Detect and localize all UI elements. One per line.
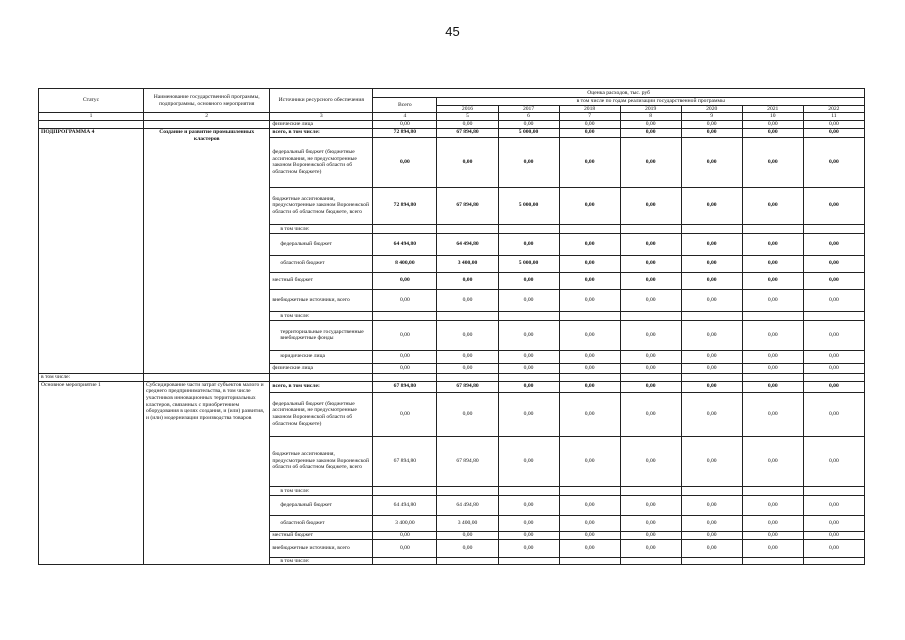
header-source: Источники ресурсного обеспечения	[270, 89, 373, 113]
value-cell: 0,00	[742, 289, 803, 311]
value-cell: 0,00	[559, 320, 620, 350]
name-cell: Субсидирование части затрат субъектов малого и среднего предпринимательства, в том числе участников инновационных территориальных кластеров, связанных с приобретением оборудования в целях создания, и (или) развития, и (или) модернизации производства товаров	[143, 381, 269, 565]
value-cell: 0,00	[437, 121, 498, 129]
value-cell: 0,00	[681, 121, 742, 129]
value-cell	[437, 557, 498, 565]
value-cell: 67 894,80	[373, 381, 437, 392]
value-cell: 0,00	[803, 539, 864, 557]
value-cell: 0,00	[803, 392, 864, 436]
value-cell: 67 894,80	[437, 436, 498, 486]
source-cell: областной бюджет	[270, 255, 373, 272]
header-name: Наименование государственной программы, подпрограммы, основного мероприятия	[143, 89, 269, 113]
value-cell: 0,00	[803, 531, 864, 539]
source-cell: в том числе:	[270, 311, 373, 320]
value-cell: 0,00	[498, 272, 559, 289]
value-cell	[559, 486, 620, 495]
value-cell	[620, 311, 681, 320]
value-cell: 0,00	[373, 392, 437, 436]
value-cell: 0,00	[742, 436, 803, 486]
name-cell	[143, 121, 269, 129]
value-cell: 5 000,00	[498, 187, 559, 224]
value-cell: 0,00	[498, 495, 559, 515]
value-cell	[742, 224, 803, 233]
value-cell: 0,00	[373, 350, 437, 363]
value-cell: 0,00	[620, 350, 681, 363]
value-cell: 0,00	[498, 381, 559, 392]
column-number: 11	[803, 113, 864, 121]
value-cell	[559, 224, 620, 233]
value-cell: 0,00	[437, 531, 498, 539]
value-cell	[620, 486, 681, 495]
value-cell: 72 894,80	[373, 187, 437, 224]
status-cell: Основное мероприятие 1	[39, 381, 144, 565]
value-cell: 0,00	[742, 255, 803, 272]
source-cell: физические лица	[270, 363, 373, 373]
empty-cell	[437, 373, 498, 381]
value-cell: 72 894,80	[373, 128, 437, 137]
value-cell: 0,00	[803, 350, 864, 363]
source-cell: бюджетные ассигнования, предусмотренные законом Воронежской области об областном бюджете, всего	[270, 187, 373, 224]
value-cell: 0,00	[742, 272, 803, 289]
value-cell: 0,00	[498, 320, 559, 350]
value-cell: 0,00	[742, 515, 803, 531]
value-cell: 0,00	[681, 320, 742, 350]
table-body	[39, 89, 865, 565]
empty-cell	[143, 373, 269, 381]
value-cell	[742, 486, 803, 495]
value-cell: 0,00	[559, 531, 620, 539]
value-cell: 5 000,00	[498, 128, 559, 137]
value-cell: 0,00	[498, 531, 559, 539]
value-cell	[437, 311, 498, 320]
value-cell: 0,00	[742, 320, 803, 350]
value-cell	[373, 311, 437, 320]
value-cell	[803, 311, 864, 320]
source-cell: местный бюджет	[270, 272, 373, 289]
column-number: 9	[681, 113, 742, 121]
value-cell: 0,00	[559, 363, 620, 373]
value-cell: 0,00	[742, 363, 803, 373]
value-cell: 0,00	[742, 539, 803, 557]
value-cell	[373, 557, 437, 565]
value-cell: 67 894,80	[373, 436, 437, 486]
value-cell: 0,00	[559, 539, 620, 557]
header-by-years: в том числе по годам реализации государственной программы	[437, 98, 865, 106]
value-cell: 0,00	[437, 350, 498, 363]
status-cell	[39, 121, 144, 129]
column-number: 2	[143, 113, 269, 121]
value-cell: 0,00	[559, 436, 620, 486]
value-cell: 0,00	[681, 272, 742, 289]
empty-cell	[803, 373, 864, 381]
value-cell: 0,00	[373, 539, 437, 557]
empty-cell	[498, 373, 559, 381]
source-cell: федеральный бюджет	[270, 495, 373, 515]
column-number: 5	[437, 113, 498, 121]
year-header: 2016	[437, 105, 498, 113]
value-cell: 0,00	[681, 137, 742, 187]
value-cell: 0,00	[498, 363, 559, 373]
value-cell	[742, 311, 803, 320]
value-cell: 0,00	[559, 381, 620, 392]
value-cell: 0,00	[803, 233, 864, 255]
value-cell	[620, 224, 681, 233]
value-cell	[681, 486, 742, 495]
status-cell: в том числе:	[39, 373, 144, 381]
value-cell: 0,00	[803, 289, 864, 311]
value-cell: 0,00	[498, 137, 559, 187]
year-header: 2020	[681, 105, 742, 113]
value-cell: 0,00	[681, 392, 742, 436]
value-cell: 0,00	[681, 381, 742, 392]
value-cell: 0,00	[803, 187, 864, 224]
source-cell: в том числе:	[270, 486, 373, 495]
value-cell: 0,00	[803, 272, 864, 289]
value-cell: 0,00	[559, 121, 620, 129]
source-cell: внебюджетные источники, всего	[270, 539, 373, 557]
year-header: 2021	[742, 105, 803, 113]
value-cell	[620, 557, 681, 565]
value-cell: 0,00	[559, 495, 620, 515]
value-cell: 0,00	[681, 128, 742, 137]
value-cell: 0,00	[437, 272, 498, 289]
header-total: Всего	[373, 98, 437, 113]
value-cell: 0,00	[620, 320, 681, 350]
source-cell: всего, в том числе:	[270, 128, 373, 137]
value-cell: 0,00	[803, 121, 864, 129]
value-cell: 0,00	[373, 320, 437, 350]
value-cell: 0,00	[373, 121, 437, 129]
value-cell: 0,00	[620, 137, 681, 187]
source-cell: территориальные государственные внебюджетные фонды	[270, 320, 373, 350]
value-cell	[681, 311, 742, 320]
value-cell: 67 894,80	[437, 381, 498, 392]
value-cell: 0,00	[620, 515, 681, 531]
value-cell: 0,00	[620, 392, 681, 436]
value-cell: 0,00	[437, 363, 498, 373]
source-cell: бюджетные ассигнования, предусмотренные законом Воронежской области об областном бюджете, всего	[270, 436, 373, 486]
value-cell: 0,00	[559, 233, 620, 255]
value-cell: 0,00	[437, 289, 498, 311]
value-cell: 0,00	[373, 289, 437, 311]
source-cell: в том числе:	[270, 224, 373, 233]
value-cell: 0,00	[681, 436, 742, 486]
value-cell	[373, 486, 437, 495]
value-cell: 3 400,00	[373, 515, 437, 531]
value-cell: 0,00	[742, 350, 803, 363]
year-header: 2019	[620, 105, 681, 113]
value-cell	[498, 311, 559, 320]
source-cell: местный бюджет	[270, 531, 373, 539]
value-cell	[681, 224, 742, 233]
value-cell: 3 400,00	[437, 255, 498, 272]
year-header: 2018	[559, 105, 620, 113]
value-cell: 0,00	[803, 515, 864, 531]
value-cell: 0,00	[498, 539, 559, 557]
value-cell	[498, 224, 559, 233]
value-cell: 0,00	[803, 381, 864, 392]
column-number: 7	[559, 113, 620, 121]
value-cell: 0,00	[559, 515, 620, 531]
table-row	[39, 373, 865, 381]
page-number: 45	[445, 24, 460, 39]
value-cell: 0,00	[803, 137, 864, 187]
value-cell	[803, 557, 864, 565]
value-cell: 5 000,00	[498, 255, 559, 272]
value-cell: 0,00	[437, 320, 498, 350]
empty-cell	[373, 373, 437, 381]
value-cell: 0,00	[437, 392, 498, 436]
value-cell: 0,00	[620, 289, 681, 311]
source-cell: в том числе:	[270, 557, 373, 565]
value-cell: 0,00	[498, 350, 559, 363]
year-header: 2017	[498, 105, 559, 113]
value-cell: 67 894,80	[437, 128, 498, 137]
value-cell	[681, 557, 742, 565]
value-cell: 0,00	[803, 128, 864, 137]
name-cell: Создание и развитие промышленных кластеров	[143, 128, 269, 373]
value-cell: 0,00	[373, 272, 437, 289]
header-numbers-row	[39, 113, 865, 121]
value-cell: 0,00	[681, 495, 742, 515]
value-cell: 3 400,00	[437, 515, 498, 531]
value-cell: 0,00	[498, 392, 559, 436]
value-cell	[803, 486, 864, 495]
value-cell: 0,00	[559, 350, 620, 363]
value-cell: 0,00	[498, 289, 559, 311]
value-cell: 0,00	[681, 233, 742, 255]
column-number: 4	[373, 113, 437, 121]
empty-cell	[742, 373, 803, 381]
source-cell: физические лица	[270, 121, 373, 129]
value-cell: 0,00	[620, 436, 681, 486]
value-cell: 0,00	[681, 539, 742, 557]
source-cell: федеральный бюджет (бюджетные ассигнования, не предусмотренные законом Воронежской области об областном бюджете)	[270, 392, 373, 436]
value-cell: 0,00	[498, 436, 559, 486]
table-row	[39, 128, 865, 137]
value-cell: 0,00	[620, 128, 681, 137]
table-row	[39, 381, 865, 392]
value-cell: 0,00	[498, 121, 559, 129]
value-cell: 0,00	[620, 272, 681, 289]
value-cell: 0,00	[742, 531, 803, 539]
value-cell: 0,00	[620, 495, 681, 515]
value-cell: 0,00	[742, 392, 803, 436]
value-cell: 0,00	[559, 289, 620, 311]
column-number: 3	[270, 113, 373, 121]
value-cell: 0,00	[803, 436, 864, 486]
value-cell	[559, 311, 620, 320]
value-cell: 0,00	[620, 531, 681, 539]
year-header: 2022	[803, 105, 864, 113]
value-cell: 0,00	[681, 187, 742, 224]
empty-cell	[681, 373, 742, 381]
column-number: 1	[39, 113, 144, 121]
value-cell: 0,00	[803, 495, 864, 515]
value-cell	[742, 557, 803, 565]
value-cell: 64 494,80	[437, 495, 498, 515]
empty-cell	[270, 373, 373, 381]
value-cell: 0,00	[803, 255, 864, 272]
value-cell: 0,00	[803, 320, 864, 350]
value-cell: 0,00	[373, 363, 437, 373]
value-cell: 0,00	[620, 363, 681, 373]
source-cell: юридические лица	[270, 350, 373, 363]
empty-cell	[559, 373, 620, 381]
value-cell: 0,00	[620, 381, 681, 392]
value-cell: 0,00	[681, 255, 742, 272]
value-cell: 64 494,80	[373, 233, 437, 255]
source-cell: внебюджетные источники, всего	[270, 289, 373, 311]
value-cell: 67 894,80	[437, 187, 498, 224]
value-cell	[437, 486, 498, 495]
value-cell: 64 494,80	[437, 233, 498, 255]
value-cell: 0,00	[437, 137, 498, 187]
value-cell: 0,00	[498, 233, 559, 255]
value-cell: 0,00	[373, 531, 437, 539]
value-cell: 0,00	[559, 187, 620, 224]
source-cell: областной бюджет	[270, 515, 373, 531]
value-cell: 0,00	[803, 363, 864, 373]
value-cell: 0,00	[742, 495, 803, 515]
value-cell: 0,00	[681, 350, 742, 363]
status-cell: ПОДПРОГРАММА 4	[39, 128, 144, 373]
value-cell: 0,00	[559, 272, 620, 289]
table-row	[39, 121, 865, 129]
value-cell: 0,00	[437, 539, 498, 557]
value-cell: 0,00	[559, 392, 620, 436]
value-cell: 0,00	[742, 233, 803, 255]
value-cell: 0,00	[681, 363, 742, 373]
value-cell: 0,00	[620, 233, 681, 255]
value-cell: 0,00	[742, 137, 803, 187]
value-cell: 0,00	[742, 381, 803, 392]
value-cell	[498, 557, 559, 565]
value-cell: 0,00	[620, 539, 681, 557]
header-status: Статус	[39, 89, 144, 113]
value-cell: 0,00	[620, 121, 681, 129]
value-cell: 0,00	[498, 515, 559, 531]
value-cell: 64 494,80	[373, 495, 437, 515]
value-cell: 0,00	[559, 128, 620, 137]
value-cell	[437, 224, 498, 233]
source-cell: всего, в том числе:	[270, 381, 373, 392]
value-cell: 0,00	[742, 121, 803, 129]
value-cell: 0,00	[681, 515, 742, 531]
value-cell: 0,00	[742, 128, 803, 137]
value-cell: 0,00	[373, 137, 437, 187]
value-cell: 0,00	[620, 187, 681, 224]
source-cell: федеральный бюджет	[270, 233, 373, 255]
value-cell: 0,00	[681, 531, 742, 539]
budget-table	[38, 88, 865, 565]
header-estimate: Оценка расходов, тыс. руб	[373, 89, 865, 98]
value-cell: 0,00	[559, 255, 620, 272]
value-cell	[498, 486, 559, 495]
value-cell: 8 400,00	[373, 255, 437, 272]
value-cell: 0,00	[742, 187, 803, 224]
value-cell	[803, 224, 864, 233]
value-cell: 0,00	[620, 255, 681, 272]
value-cell: 0,00	[559, 137, 620, 187]
source-cell: федеральный бюджет (бюджетные ассигнования, не предусмотренные законом Воронежской области об областном бюджете)	[270, 137, 373, 187]
value-cell	[373, 224, 437, 233]
column-number: 10	[742, 113, 803, 121]
column-number: 6	[498, 113, 559, 121]
empty-cell	[620, 373, 681, 381]
value-cell	[559, 557, 620, 565]
value-cell: 0,00	[681, 289, 742, 311]
column-number: 8	[620, 113, 681, 121]
